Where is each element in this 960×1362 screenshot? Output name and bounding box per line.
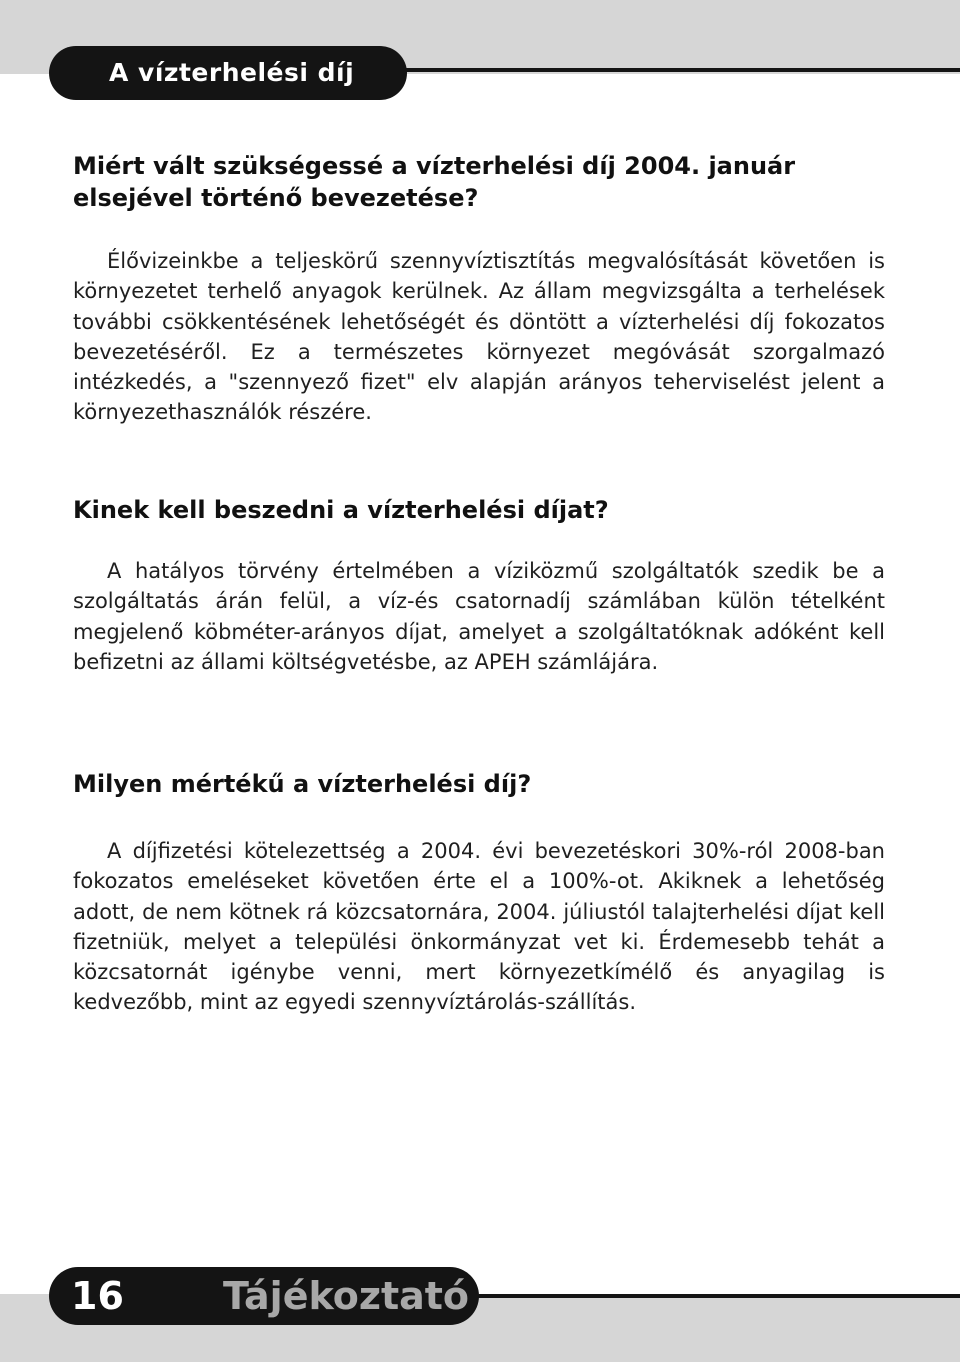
- page-number: 16: [71, 1274, 124, 1318]
- section-paragraph-why: Élővizeinkbe a teljeskörű szennyvíztisztítás megvalósítását követően is környezetet terhelő anyagok kerülnek. Az állam megvizsgálta a terhelések további csökkentésének lehetőségét és döntött a vízterhelési díj fokozatos bevezetéséről. Ez a természetes környezet megóvását szorgalmazó intézkedés, a "szennyező fizet" elv alapján arányos teherviselést jelent a környezethasználók részére.: [73, 249, 885, 425]
- footer-label: Tájékoztató: [223, 1274, 470, 1318]
- section-paragraph-who: A hatályos törvény értelmében a víziközmű szolgáltatók szedik be a szolgáltatás árán felül, a víz-és csatornadíj számlában külön tételként megjelenő köbméter-arányos díjat, amelyet a szolgáltatóknak adóként kell befizetni az állami költségvetésbe, az APEH számlájára.: [73, 559, 885, 674]
- section-heading-why: Miért vált szükségessé a vízterhelési díj 2004. január elsejével történő bevezetése?: [73, 152, 796, 212]
- header-rule: [405, 68, 960, 72]
- footer-banner: [49, 1267, 479, 1325]
- section-heading-amount: Milyen mértékű a vízterhelési díj?: [73, 770, 532, 798]
- header-banner: [49, 46, 407, 100]
- section-heading-who: Kinek kell beszedni a vízterhelési díjat?: [73, 496, 609, 524]
- footer-rule: [475, 1294, 960, 1298]
- header-title: A vízterhelési díj: [109, 58, 355, 87]
- section-paragraph-amount: A díjfizetési kötelezettség a 2004. évi bevezetéskori 30%-ról 2008-ban fokozatos emeléseket követően érte el a 100%-ot. Akiknek a lehetőség adott, de nem kötnek rá közcsatornára, 2004. júliustól talajterhelési díjat kell fizetniük, melyet a települési önkormányzat vet ki. Érdemesebb tehát a közcsatornát igénybe venni, mert környezetkímélő és anyagilag is kedvezőbb, mint az egyedi szennyvíztárolás-szállítás.: [73, 839, 885, 1015]
